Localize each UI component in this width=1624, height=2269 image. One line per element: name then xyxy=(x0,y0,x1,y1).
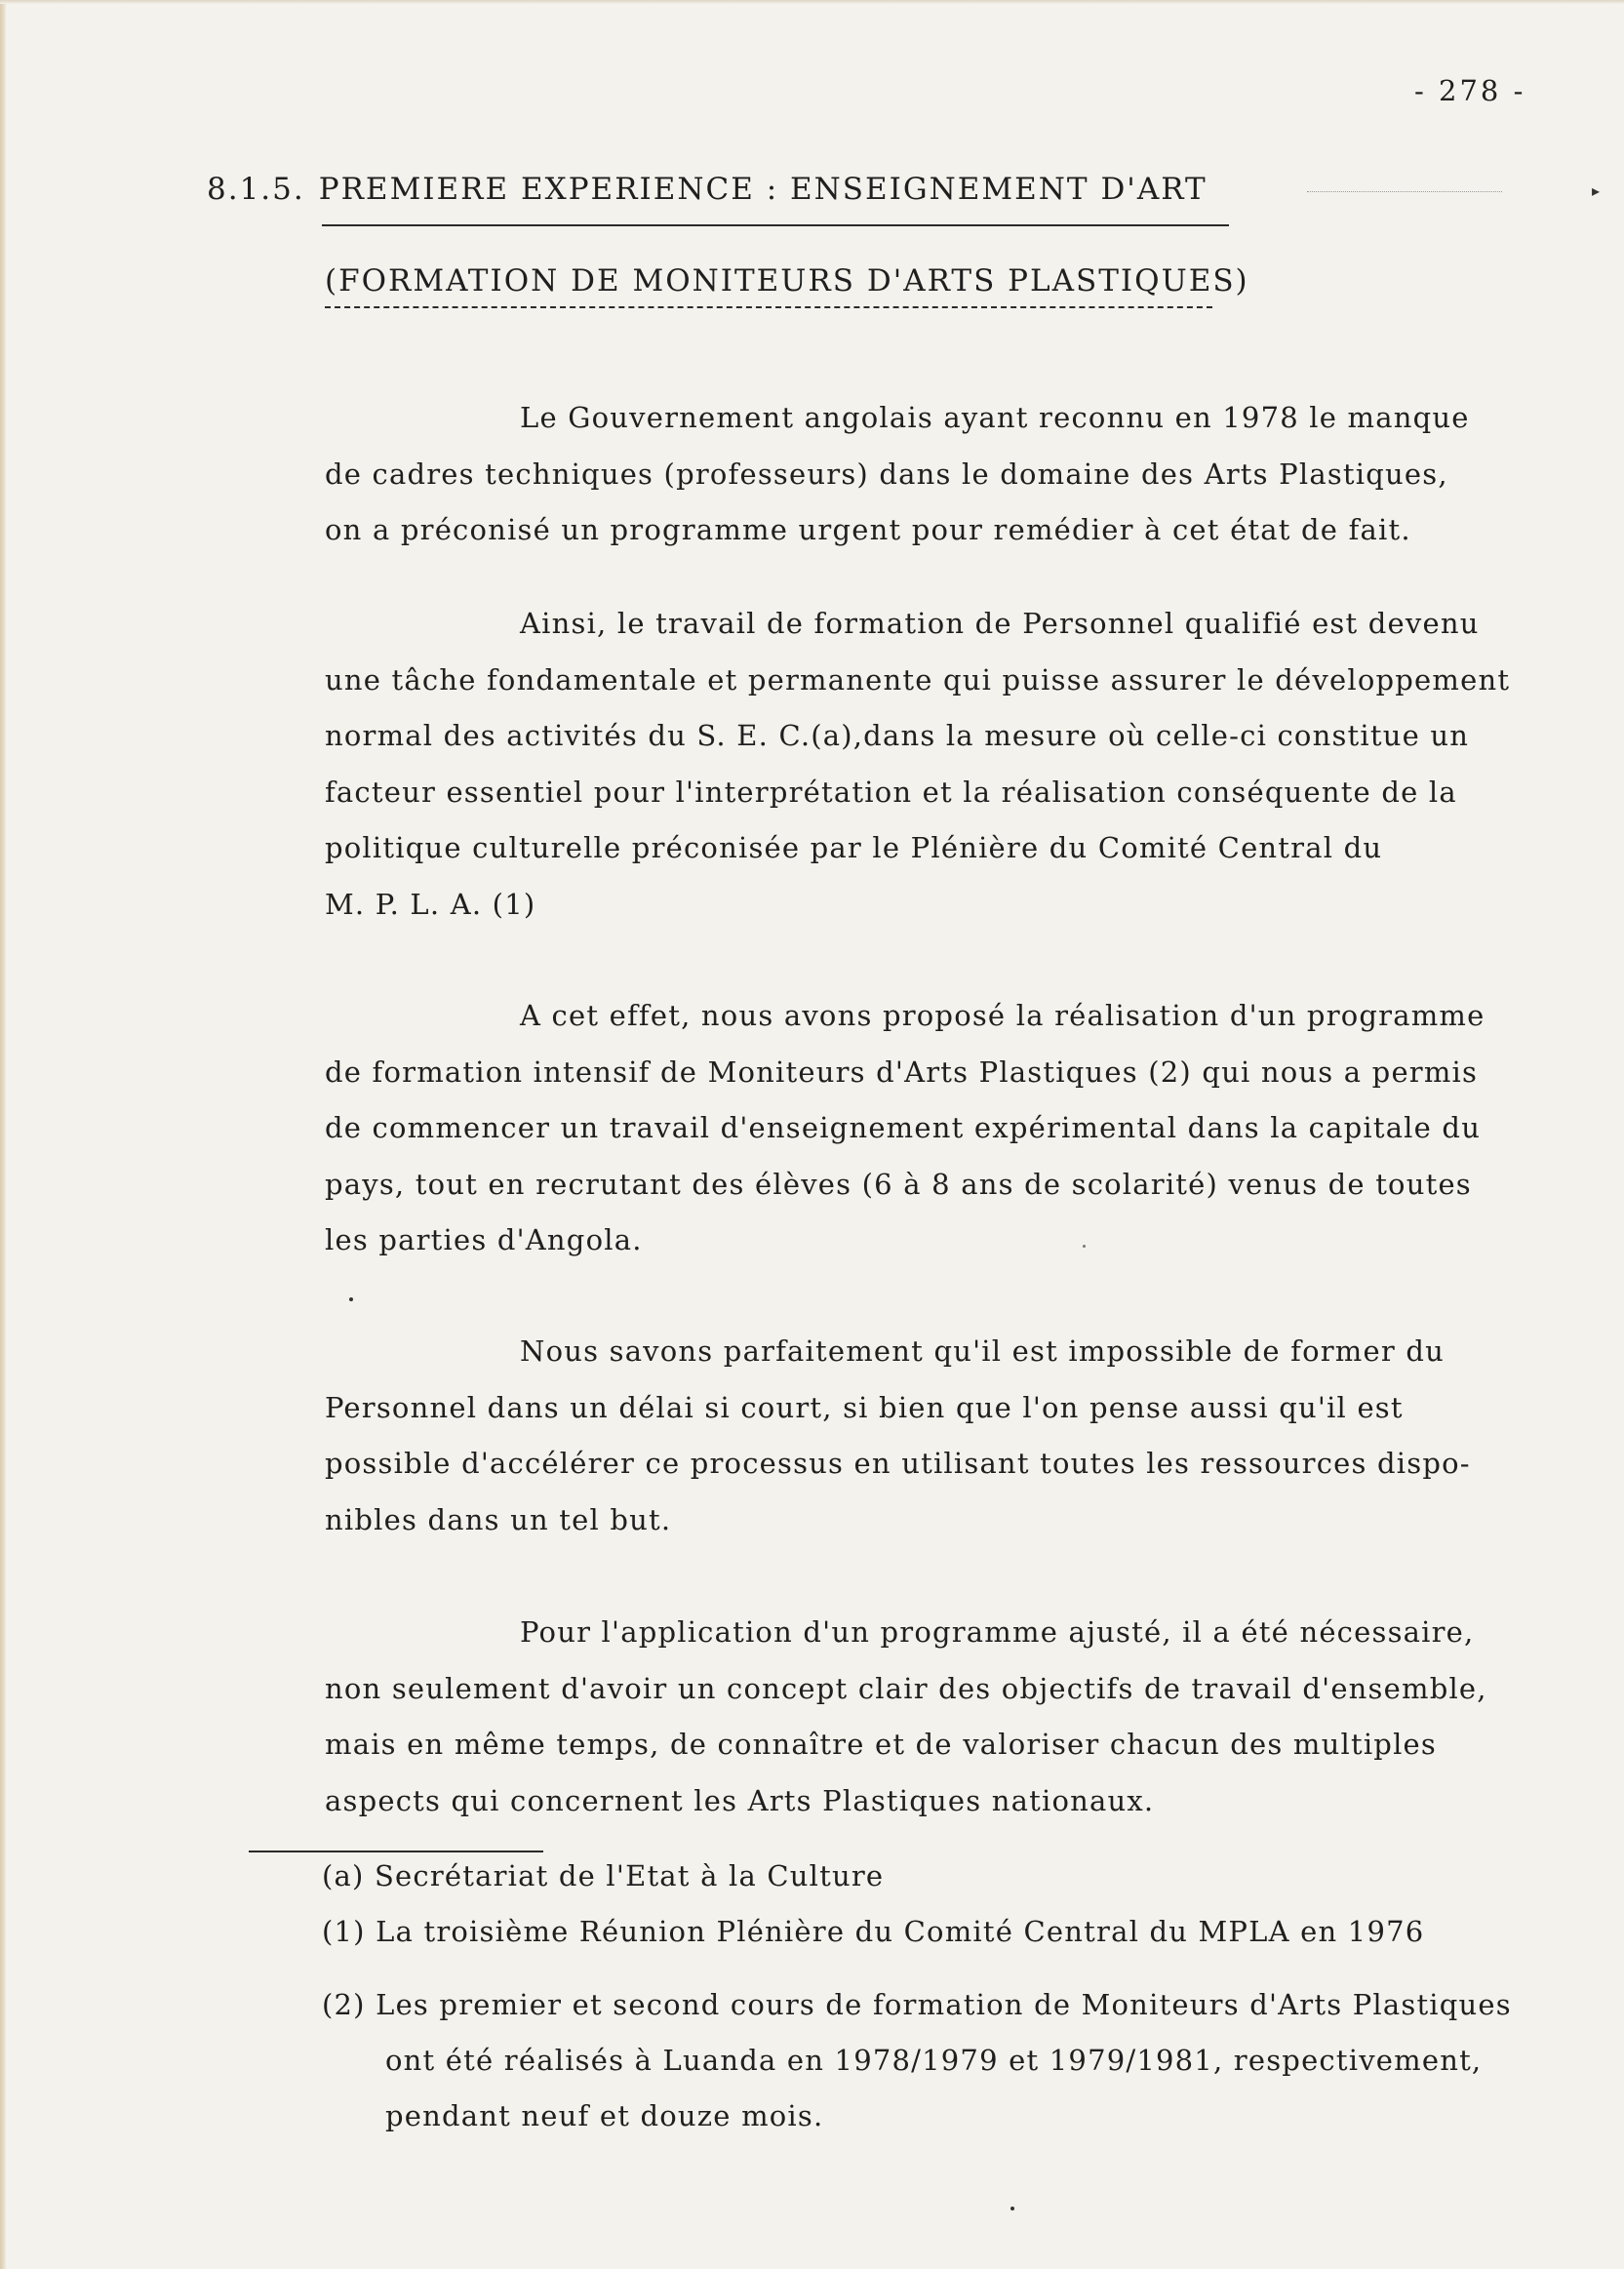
footnote-text: pendant neuf et douze mois. xyxy=(385,2099,824,2132)
paragraph-line: facteur essentiel pour l'interprétation et la réalisation conséquente de la xyxy=(325,775,1457,809)
paragraph-line: Personnel dans un délai si court, si bien que l'on pense aussi qu'il est xyxy=(325,1390,1404,1424)
paragraph-line: les parties d'Angola. xyxy=(325,1223,643,1256)
paragraph-line: normal des activités du S. E. C.(a),dans la mesure où celle-ci constitue un xyxy=(325,719,1470,752)
paragraph-line: on a préconisé un programme urgent pour remédier à cet état de fait. xyxy=(325,513,1411,546)
paragraph-line: nibles dans un tel but. xyxy=(325,1502,672,1536)
paper-edge-left xyxy=(0,0,6,2269)
footnote-text: ont été réalisés à Luanda en 1978/1979 et 1979/1981, respectivement, xyxy=(385,2044,1483,2077)
paragraph-line: de formation intensif de Moniteurs d'Arts Plastiques (2) qui nous a permis xyxy=(325,1055,1479,1089)
page-number: - 278 - xyxy=(1414,74,1526,107)
footnote-marker: (2) xyxy=(322,1988,366,2021)
paragraph-3 xyxy=(325,988,1573,1269)
footnote-1 xyxy=(322,1904,1424,1960)
footnote-marker: (1) xyxy=(322,1915,366,1948)
footnote-2 xyxy=(322,1977,1512,2144)
paragraph-line: A cet effet, nous avons proposé la réalisation d'un programme xyxy=(520,999,1485,1032)
paragraph-line: Nous savons parfaitement qu'il est impossible de former du xyxy=(520,1334,1445,1368)
faint-marks xyxy=(1307,191,1502,192)
footnote-marker: (a) xyxy=(322,1859,365,1892)
section-subtitle: (FORMATION DE MONITEURS D'ARTS PLASTIQUES) xyxy=(325,263,1249,299)
subtitle-dashed-underline xyxy=(325,306,1212,308)
paragraph-line: Ainsi, le travail de formation de Personnel qualifié est devenu xyxy=(520,607,1480,640)
margin-mark: ▸ xyxy=(1592,181,1601,200)
paper-edge-top xyxy=(0,0,1624,4)
ink-speck xyxy=(349,1297,353,1301)
paragraph-line: une tâche fondamentale et permanente qui puisse assurer le développement xyxy=(325,662,1511,697)
footnote-a xyxy=(322,1849,884,1904)
paragraph-1 xyxy=(325,390,1573,559)
paragraph-line: non seulement d'avoir un concept clair des objectifs de travail d'ensemble, xyxy=(325,1671,1487,1705)
paragraph-line: politique culturelle préconisée par le Plénière du Comité Central du xyxy=(325,831,1383,864)
paragraph-line: Pour l'application d'un programme ajusté, il a été nécessaire, xyxy=(520,1615,1475,1649)
paragraph-line: mais en même temps, de connaître et de valoriser chacun des multiples xyxy=(325,1728,1437,1761)
footnote-text: Les premier et second cours de formation de Moniteurs d'Arts Plastiques xyxy=(376,1988,1512,2021)
paragraph-line: pays, tout en recrutant des élèves (6 à 8 ans de scolarité) venus de toutes xyxy=(325,1167,1472,1201)
footnote-text: La troisième Réunion Plénière du Comité Central du MPLA en 1976 xyxy=(376,1915,1425,1948)
footnote-text: Secrétariat de l'Etat à la Culture xyxy=(374,1859,885,1892)
section-title-underline xyxy=(322,224,1229,226)
ink-speck xyxy=(1010,2207,1014,2210)
paragraph-5 xyxy=(325,1605,1573,1829)
ink-speck xyxy=(1083,1245,1086,1248)
paragraph-line: de cadres techniques (professeurs) dans le domaine des Arts Plastiques, xyxy=(325,457,1448,491)
paragraph-2 xyxy=(325,596,1573,933)
paragraph-line: possible d'accélérer ce processus en utilisant toutes les ressources dispo- xyxy=(325,1447,1471,1480)
paragraph-line: de commencer un travail d'enseignement expérimental dans la capitale du xyxy=(325,1111,1482,1144)
paragraph-4 xyxy=(325,1324,1573,1548)
section-number: 8.1.5. xyxy=(207,172,305,207)
paragraph-line: Le Gouvernement angolais ayant reconnu en 1978 le manque xyxy=(520,401,1470,434)
section-heading xyxy=(207,172,1208,207)
section-title: PREMIERE EXPERIENCE : ENSEIGNEMENT D'ART xyxy=(318,172,1208,207)
paragraph-line: aspects qui concernent les Arts Plastiques nationaux. xyxy=(325,1783,1155,1817)
paragraph-line: M. P. L. A. (1) xyxy=(325,887,536,921)
